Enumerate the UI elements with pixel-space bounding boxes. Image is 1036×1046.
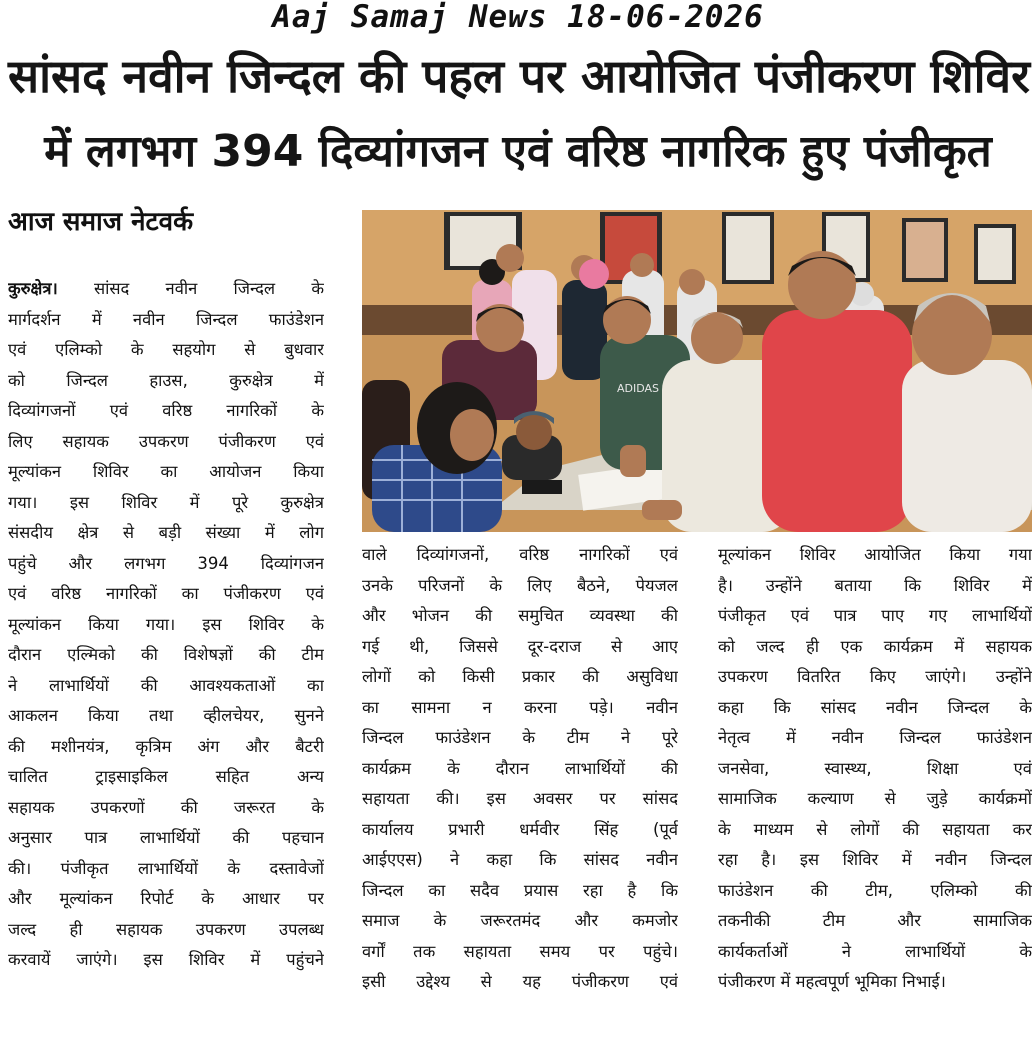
article-line: को जल्द ही एक कार्यक्रम में सहायक (718, 636, 1032, 656)
article-line: जिन्दल का सदैव प्रयास रहा है कि (362, 880, 678, 900)
article-line: वर्गों तक सहायता समय पर पहुंचे। (362, 941, 678, 961)
article-line: समाज के जरूरतमंद और कमजोर (362, 911, 678, 930)
article-line: एवं वरिष्ठ नागरिकों का पंजीकरण एवं (8, 584, 324, 603)
article-line: संसदीय क्षेत्र से बड़ी संख्या में लोग (8, 523, 324, 542)
article-line: इसी उद्देश्य से यह पंजीकरण एवं (362, 972, 678, 991)
article-line: गई थी, जिससे दूर-दराज से आए (362, 636, 678, 656)
article-line: लिए सहायक उपकरण पंजीकरण एवं (8, 431, 324, 451)
article-line: कार्यालय प्रभारी धर्मवीर सिंह (पूर्व (362, 819, 678, 839)
article-line: मूल्यांकन शिविर आयोजित किया गया (718, 545, 1032, 564)
article-line: मार्गदर्शन में नवीन जिन्दल फाउंडेशन (8, 309, 324, 329)
article-line: जिन्दल फाउंडेशन के टीम ने पूरे (362, 728, 678, 747)
article-line: सामाजिक कल्याण से जुड़े कार्यक्रमों (718, 789, 1032, 808)
headline-line-1: सांसद नवीन जिन्दल की पहल पर आयोजित पंजीकरण शिविर (8, 49, 1030, 103)
article-line: अनुसार पात्र लाभार्थियों की पहचान (8, 828, 324, 847)
svg-text:ADIDAS: ADIDAS (617, 382, 660, 395)
article-line: कुरुक्षेत्र। सांसद नवीन जिन्दल के (8, 279, 324, 298)
article-line: लोगों को किसी प्रकार की असुविधा (362, 667, 678, 686)
article-line: कार्यक्रम के दौरान लाभार्थियों की (362, 758, 678, 778)
article-line: मूल्यांकन किया गया। इस शिविर के (8, 614, 324, 634)
article-line: उपकरण वितरित किए जाएंगे। उन्होंने (718, 667, 1032, 686)
article-line: आईएएस) ने कहा कि सांसद नवीन (362, 850, 678, 869)
article-line: दौरान एल्मिको की विशेषज्ञों की टीम (8, 645, 324, 664)
article-line: दिव्यांगजनों एवं वरिष्ठ नागरिकों के (8, 401, 324, 420)
article-line: और भोजन की समुचित व्यवस्था की (362, 606, 678, 625)
article-line: जल्द ही सहायक उपकरण उपलब्ध (8, 919, 324, 939)
article-line: एवं एलिम्को के सहयोग से बुधवार (8, 340, 324, 359)
article-line: का सामना न करना पड़े। नवीन (362, 697, 678, 717)
article-line: ने लाभार्थियों की आवश्यकताओं का (8, 675, 324, 695)
article-line: नेतृत्व में नवीन जिन्दल फाउंडेशन (718, 728, 1032, 747)
article-line: रहा है। इस शिविर में नवीन जिन्दल (718, 850, 1032, 869)
article-line: तकनीकी टीम और सामाजिक (718, 911, 1032, 930)
article-line: उनके परिजनों के लिए बैठने, पेयजल (362, 575, 678, 595)
article-column-3 (718, 540, 1032, 998)
article-line: सहायक उपकरणों की जरूरत के (8, 797, 324, 817)
article-line: पंजीकृत एवं पात्र पाए गए लाभार्थियों (718, 606, 1032, 625)
article-line: आकलन किया तथा व्हीलचेयर, सुनने (8, 706, 324, 725)
article-line: को जिन्दल हाउस, कुरुक्षेत्र में (8, 370, 324, 390)
article-line: जनसेवा, स्वास्थ्य, शिक्षा एवं (718, 758, 1032, 778)
headline-line-2: में लगभग 394 दिव्यांगजन एवं वरिष्ठ नागरिक हुए पंजीकृत (44, 126, 992, 177)
article-line: पंजीकरण में महत्वपूर्ण भूमिका निभाई। (718, 972, 946, 991)
article-line: कार्यकर्ताओं ने लाभार्थियों के (718, 941, 1032, 961)
article-line: के माध्यम से लोगों की सहायता कर (718, 819, 1032, 839)
masthead: Aaj Samaj News 18-06-2026 (272, 0, 764, 35)
article-column-2 (362, 540, 678, 998)
article-line: की। पंजीकृत लाभार्थियों के दस्तावेजों (8, 858, 324, 878)
article-line: और मूल्यांकन रिपोर्ट के आधार पर (8, 889, 324, 908)
event-photo-illustration (362, 210, 1032, 532)
article-line: फाउंडेशन की टीम, एलिम्को की (718, 880, 1032, 900)
article-line: चालित ट्राइसाइकिल सहित अन्य (8, 767, 324, 786)
event-photo (362, 210, 1032, 532)
article-line: करवायें जाएंगे। इस शिविर में पहुंचने (8, 950, 324, 969)
article-line: की मशीनयंत्र, कृत्रिम अंग और बैटरी (8, 736, 324, 756)
article-line: मूल्यांकन शिविर का आयोजन किया (8, 462, 324, 481)
dateline: कुरुक्षेत्र। (8, 279, 58, 298)
article-line: कहा कि सांसद नवीन जिन्दल के (718, 697, 1032, 717)
article-line: सहायता की। इस अवसर पर सांसद (362, 789, 678, 808)
article-column-1 (8, 274, 324, 976)
article-line: पहुंचे और लगभग 394 दिव्यांगजन (8, 553, 324, 573)
article-line: गया। इस शिविर में पूरे कुरुक्षेत्र (8, 492, 324, 512)
article-line: वाले दिव्यांगजनों, वरिष्ठ नागरिकों एवं (362, 545, 678, 564)
byline: आज समाज नेटवर्क (8, 207, 194, 237)
article-line: है। उन्होंने बताया कि शिविर में (718, 575, 1032, 595)
